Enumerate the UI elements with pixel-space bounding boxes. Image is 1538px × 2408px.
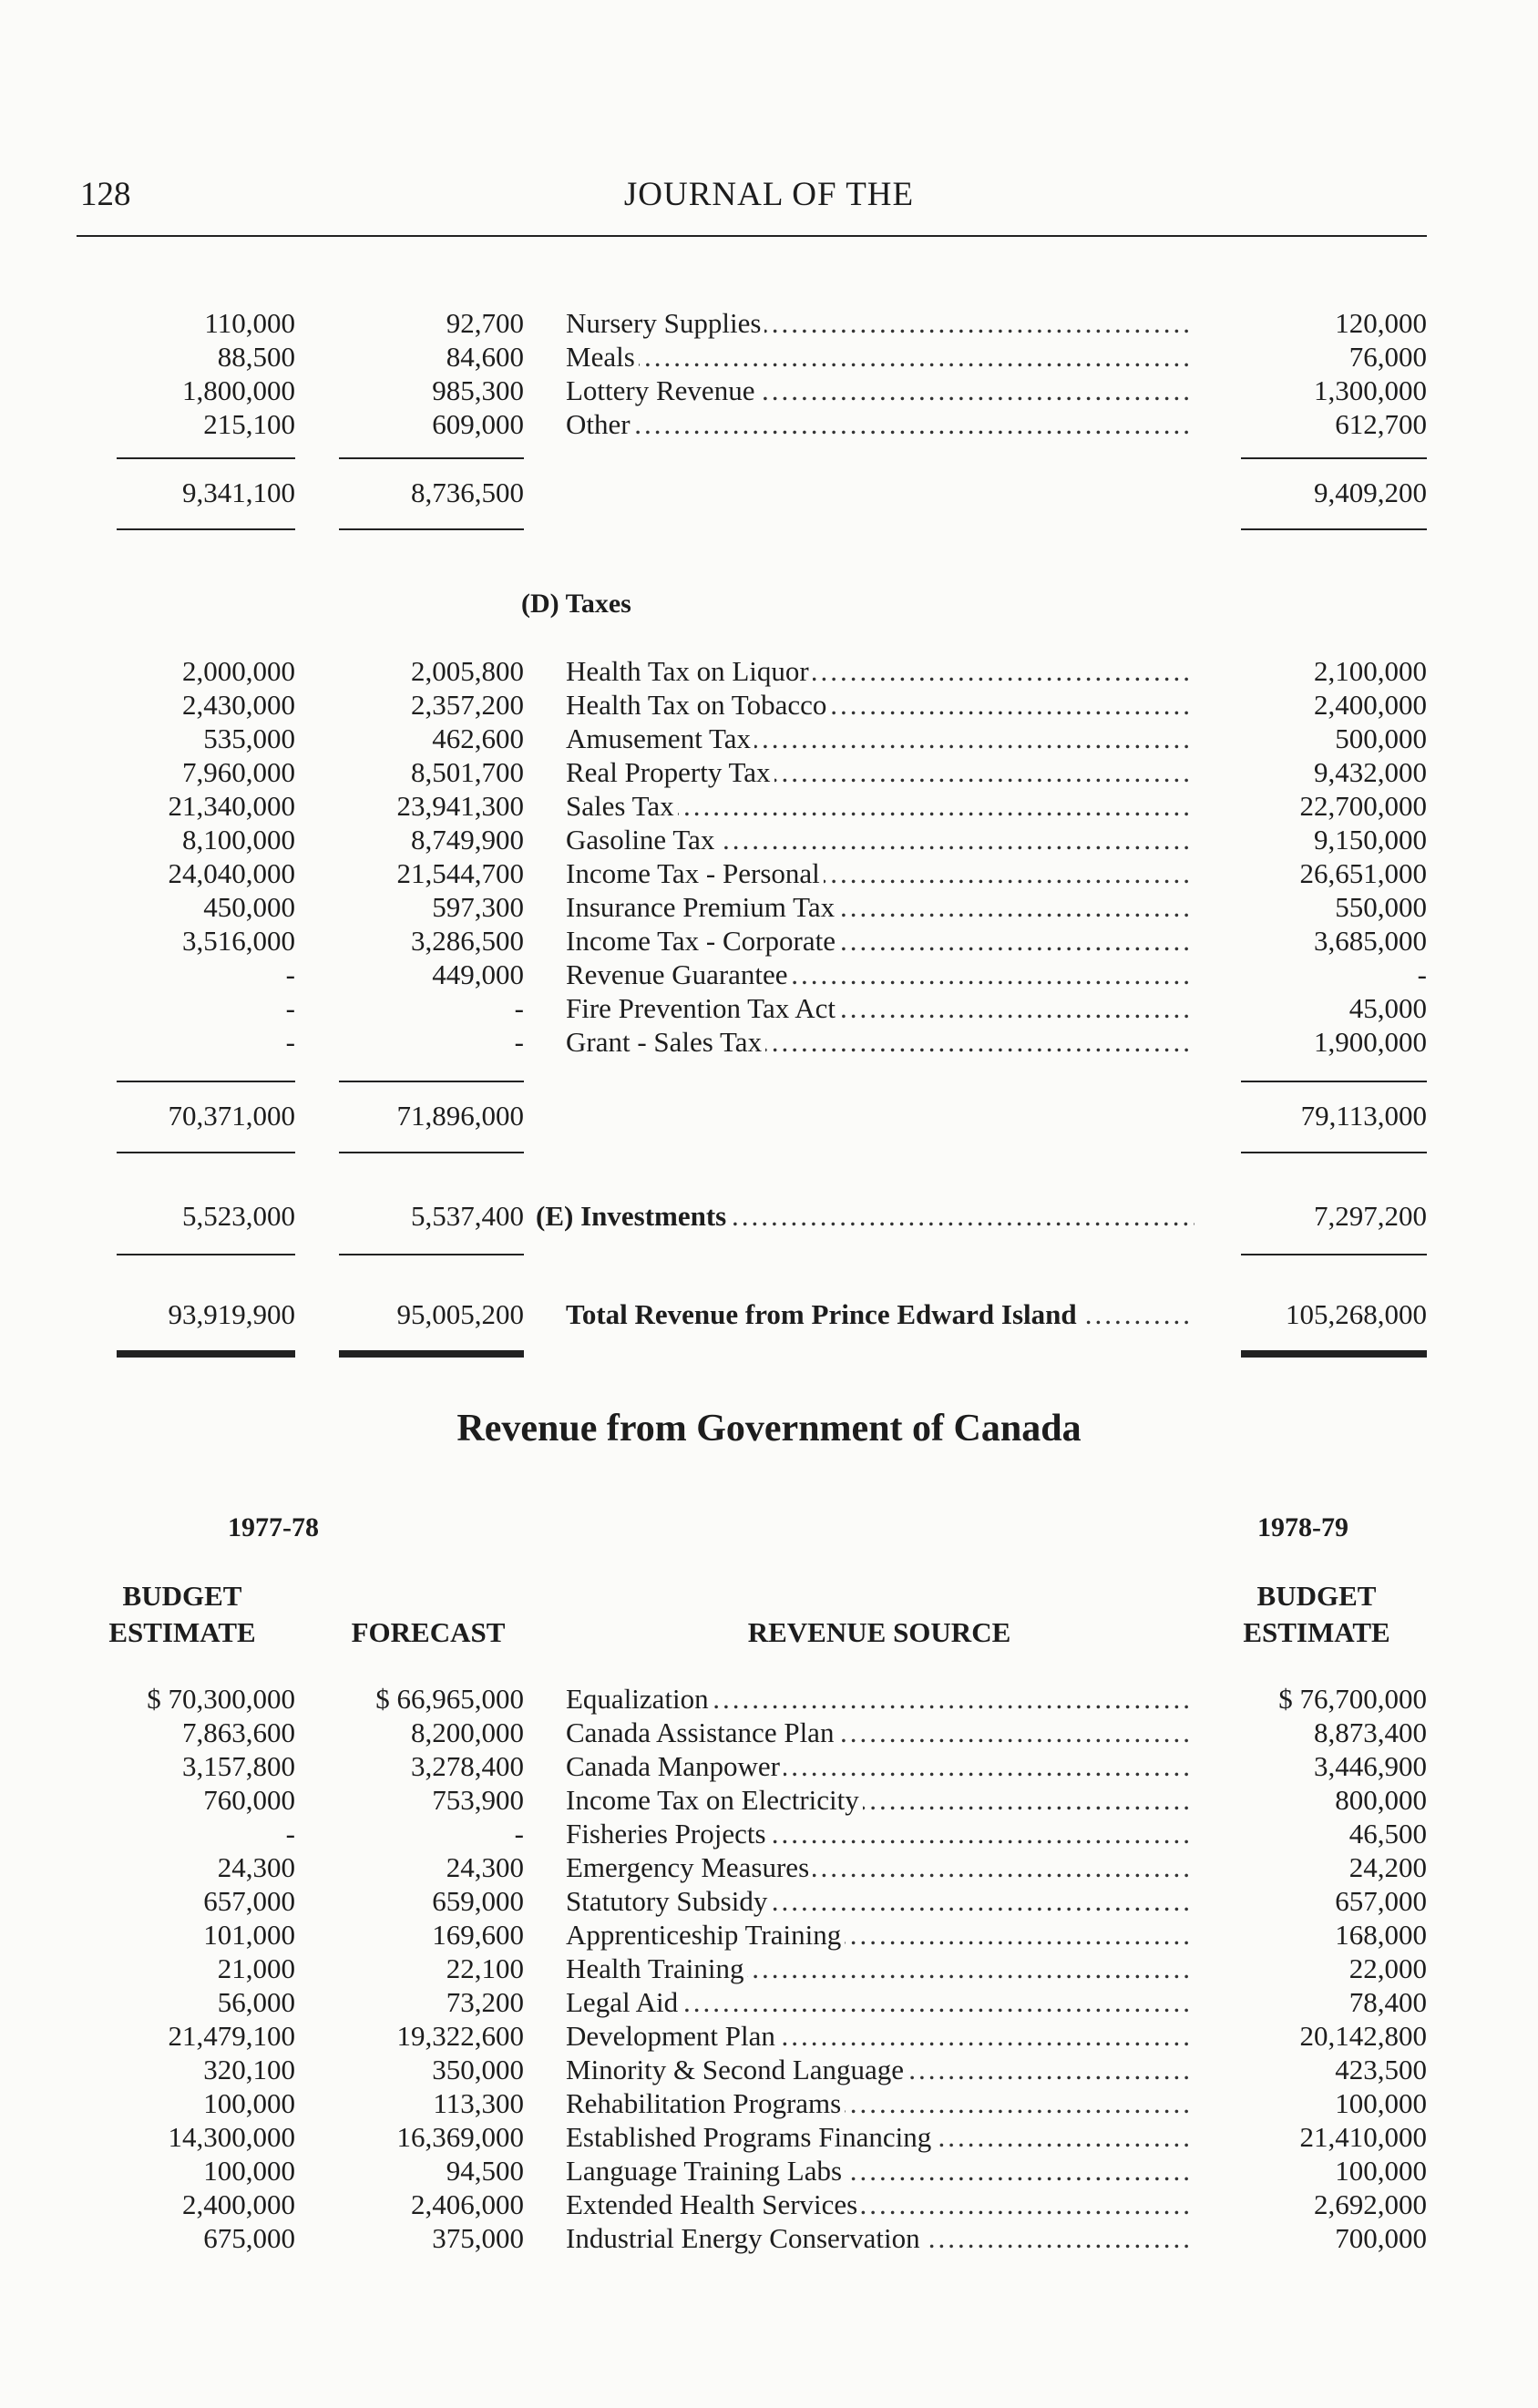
double-rule [339, 1350, 524, 1358]
source-cell [566, 1918, 1195, 1952]
budget-total: 70,371,000 [168, 1100, 295, 1132]
estimate-cell: 24,200 [1348, 1851, 1427, 1883]
source-cell [536, 1199, 1195, 1233]
table-row [0, 823, 1538, 856]
subtotal-rule [117, 1081, 295, 1082]
forecast-cell: 94,500 [446, 2155, 524, 2187]
forecast-cell: 73,200 [446, 1986, 524, 2018]
forecast-cell: 462,600 [432, 722, 524, 754]
table-row [0, 991, 1538, 1025]
estimate-cell: 1,300,000 [1314, 374, 1427, 406]
source-label: Sales Tax [566, 790, 678, 822]
section-title: Revenue from Government of Canada [456, 1408, 1082, 1450]
source-cell [566, 1783, 1195, 1817]
estimate-cell: 423,500 [1335, 2054, 1427, 2085]
source-label: Statutory Subsidy [566, 1885, 771, 1917]
source-cell [566, 924, 1195, 958]
source-label: Development Plan [566, 2020, 779, 2052]
source-cell [566, 1985, 1195, 2019]
subtotal-rule [117, 1254, 295, 1255]
table-row [0, 1716, 1538, 1749]
source-label: Canada Assistance Plan [566, 1716, 837, 1748]
forecast-cell: 659,000 [432, 1885, 524, 1917]
subtotal-rule [1241, 528, 1427, 530]
source-cell [566, 2086, 1195, 2120]
source-cell [566, 890, 1195, 924]
subtotal-rule [1241, 1152, 1427, 1153]
budget-cell: 675,000 [203, 2222, 295, 2254]
double-rule [117, 1350, 295, 1358]
source-label: Apprenticeship Training [566, 1919, 845, 1951]
estimate-cell: 21,410,000 [1299, 2121, 1427, 2153]
source-cell [566, 789, 1195, 823]
estimate-cell: 168,000 [1335, 1919, 1427, 1951]
page-number: 128 [80, 176, 131, 213]
section-heading: (D) Taxes [521, 589, 631, 619]
table-row [0, 374, 1538, 407]
table-row [0, 924, 1538, 958]
source-label: Income Tax on Electricity [566, 1784, 863, 1816]
forecast-cell: 375,000 [432, 2222, 524, 2254]
source-label: Fisheries Projects [566, 1818, 770, 1850]
forecast-total: 8,736,500 [411, 476, 524, 508]
budget-cell: 3,157,800 [182, 1750, 295, 1782]
estimate-cell: 2,692,000 [1314, 2188, 1427, 2220]
table-row [0, 1783, 1538, 1817]
budget-cell: 535,000 [203, 722, 295, 754]
forecast-cell: 609,000 [432, 408, 524, 440]
source-label: Total Revenue from Prince Edward Island [566, 1298, 1081, 1330]
estimate-cell: 26,651,000 [1299, 857, 1427, 889]
source-cell [566, 1884, 1195, 1918]
budget-cell: 7,863,600 [182, 1716, 295, 1748]
source-label: Meals [566, 341, 639, 373]
forecast-cell: - [514, 992, 524, 1024]
year-left: 1977-78 [228, 1512, 319, 1542]
source-cell [566, 1297, 1195, 1331]
forecast-cell: 2,357,200 [411, 689, 524, 721]
source-label: Established Programs Financing [566, 2121, 935, 2153]
forecast-cell: 113,300 [433, 2087, 524, 2119]
forecast-cell: - [514, 1818, 524, 1850]
source-label: Income Tax - Personal [566, 857, 824, 889]
forecast-cell: 92,700 [446, 307, 524, 339]
forecast-cell: 3,286,500 [411, 925, 524, 957]
budget-cell: 101,000 [203, 1919, 295, 1951]
table-row [0, 1985, 1538, 2019]
header-rule [77, 235, 1427, 237]
source-cell [566, 407, 1195, 441]
budget-cell: 450,000 [203, 891, 295, 923]
column-header-budget: BUDGET ESTIMATE [108, 1580, 256, 1648]
forecast-cell: 19,322,600 [396, 2020, 524, 2052]
source-label: Fire Prevention Tax Act [566, 992, 839, 1024]
source-label: Health Tax on Tobacco [566, 689, 830, 721]
estimate-cell: 8,873,400 [1314, 1716, 1427, 1748]
estimate-total: 9,409,200 [1314, 476, 1427, 508]
source-cell [566, 1850, 1195, 1884]
table-row [0, 2019, 1538, 2053]
journal-title: JOURNAL OF THE [623, 176, 915, 213]
table-row [0, 2086, 1538, 2120]
subtotal-rule [1241, 1081, 1427, 1082]
table-row [0, 722, 1538, 755]
source-label: Minority & Second Language [566, 2054, 907, 2085]
budget-total: 93,919,900 [168, 1298, 295, 1330]
source-label: Industrial Energy Conservation [566, 2222, 924, 2254]
estimate-cell: 9,150,000 [1314, 824, 1427, 856]
budget-cell: 760,000 [203, 1784, 295, 1816]
estimate-cell: 612,700 [1335, 408, 1427, 440]
source-label: Grant - Sales Tax [566, 1026, 765, 1058]
subtotal-rule [1241, 1254, 1427, 1255]
double-rule [1241, 1350, 1427, 1358]
source-cell [566, 755, 1195, 789]
source-label: Extended Health Services [566, 2188, 861, 2220]
forecast-cell: 5,537,400 [411, 1200, 524, 1232]
source-label: (E) Investments [536, 1200, 730, 1232]
budget-cell: 2,430,000 [182, 689, 295, 721]
forecast-cell: 24,300 [446, 1851, 524, 1883]
source-label: Canada Manpower [566, 1750, 784, 1782]
estimate-cell: 500,000 [1335, 722, 1427, 754]
forecast-cell: 169,600 [432, 1919, 524, 1951]
forecast-cell: 2,005,800 [411, 655, 524, 687]
forecast-cell: 8,749,900 [411, 824, 524, 856]
source-cell [566, 958, 1195, 991]
source-label: Health Training [566, 1952, 747, 1984]
estimate-cell: 2,400,000 [1314, 689, 1427, 721]
budget-cell: 21,000 [217, 1952, 295, 1984]
forecast-cell: 8,501,700 [411, 756, 524, 788]
table-row [0, 1952, 1538, 1985]
budget-cell: 21,340,000 [168, 790, 295, 822]
estimate-cell: 7,297,200 [1314, 1200, 1427, 1232]
source-cell [566, 2221, 1195, 2255]
table-row [0, 755, 1538, 789]
estimate-cell: 700,000 [1335, 2222, 1427, 2254]
estimate-cell: 800,000 [1335, 1784, 1427, 1816]
budget-cell: 657,000 [203, 1885, 295, 1917]
source-label: Lottery Revenue [566, 374, 758, 406]
source-label: Nursery Supplies [566, 307, 764, 339]
source-cell [566, 1682, 1195, 1716]
estimate-cell: 76,000 [1348, 341, 1427, 373]
forecast-cell: 597,300 [432, 891, 524, 923]
table-row [0, 1025, 1538, 1059]
budget-cell: - [285, 992, 295, 1024]
source-cell [566, 2019, 1195, 2053]
budget-cell: 14,300,000 [168, 2121, 295, 2153]
table-row [0, 654, 1538, 688]
budget-cell: 8,100,000 [182, 824, 295, 856]
estimate-cell: 100,000 [1335, 2155, 1427, 2187]
forecast-cell: 3,278,400 [411, 1750, 524, 1782]
source-cell [566, 688, 1195, 722]
table-row [0, 1817, 1538, 1850]
table-row [0, 1918, 1538, 1952]
estimate-cell: 100,000 [1335, 2087, 1427, 2119]
column-header-estimate: BUDGET ESTIMATE [1243, 1580, 1390, 1648]
estimate-cell: 78,400 [1348, 1986, 1427, 2018]
source-label: Amusement Tax [566, 722, 754, 754]
column-header-source: REVENUE SOURCE [747, 1616, 1011, 1648]
forecast-cell: 16,369,000 [396, 2121, 524, 2153]
source-cell [566, 991, 1195, 1025]
source-label: Insurance Premium Tax [566, 891, 838, 923]
table-row [0, 890, 1538, 924]
table-row [0, 1884, 1538, 1918]
grand-total-row [0, 1297, 1538, 1331]
source-cell [566, 340, 1195, 374]
source-cell [566, 654, 1195, 688]
source-cell [566, 306, 1195, 340]
forecast-total: 71,896,000 [396, 1100, 524, 1132]
forecast-cell: 350,000 [432, 2054, 524, 2085]
budget-cell: 24,300 [217, 1851, 295, 1883]
table-row [0, 340, 1538, 374]
table-row [0, 688, 1538, 722]
source-label: Revenue Guarantee [566, 958, 792, 990]
budget-cell: 100,000 [203, 2155, 295, 2187]
budget-cell: - [285, 1026, 295, 1058]
table-row [0, 2188, 1538, 2221]
estimate-cell: 3,685,000 [1314, 925, 1427, 957]
year-right: 1978-79 [1257, 1512, 1348, 1542]
budget-cell: 21,479,100 [168, 2020, 295, 2052]
source-label: Real Property Tax [566, 756, 774, 788]
table-row [0, 306, 1538, 340]
source-cell [566, 1952, 1195, 1985]
forecast-cell: 22,100 [446, 1952, 524, 1984]
source-cell [566, 374, 1195, 407]
table-row [0, 2120, 1538, 2154]
estimate-cell: 46,500 [1348, 1818, 1427, 1850]
table-row [0, 2154, 1538, 2188]
source-cell [566, 856, 1195, 890]
table-row [0, 1682, 1538, 1716]
estimate-cell: 120,000 [1335, 307, 1427, 339]
budget-cell: 88,500 [217, 341, 295, 373]
source-label: Income Tax - Corporate [566, 925, 839, 957]
forecast-cell: 753,900 [432, 1784, 524, 1816]
estimate-cell: 2,100,000 [1314, 655, 1427, 687]
subtotal-row [0, 476, 1538, 509]
budget-total: 9,341,100 [182, 476, 295, 508]
source-label: Other [566, 408, 634, 440]
estimate-total: 79,113,000 [1300, 1100, 1427, 1132]
subtotal-rule [117, 1152, 295, 1153]
forecast-total: 95,005,200 [396, 1298, 524, 1330]
budget-cell: $ 70,300,000 [147, 1683, 295, 1715]
forecast-cell: 2,406,000 [411, 2188, 524, 2220]
estimate-cell: - [1417, 958, 1427, 990]
budget-cell: 100,000 [203, 2087, 295, 2119]
subtotal-rule [117, 457, 295, 459]
budget-cell: 110,000 [204, 307, 295, 339]
table-row [0, 2221, 1538, 2255]
source-cell [566, 1716, 1195, 1749]
source-label: Health Tax on Liquor [566, 655, 813, 687]
subtotal-rule [339, 1254, 524, 1255]
budget-cell: 320,100 [203, 2054, 295, 2085]
forecast-cell: $ 66,965,000 [375, 1683, 524, 1715]
subtotal-rule [339, 528, 524, 530]
budget-cell: 2,000,000 [182, 655, 295, 687]
estimate-cell: 550,000 [1335, 891, 1427, 923]
table-row [0, 1850, 1538, 1884]
table-row [0, 407, 1538, 441]
estimate-cell: $ 76,700,000 [1278, 1683, 1427, 1715]
forecast-cell: - [514, 1026, 524, 1058]
subtotal-rule [339, 1152, 524, 1153]
source-label: Language Training Labs [566, 2155, 846, 2187]
forecast-cell: 84,600 [446, 341, 524, 373]
source-cell [566, 2120, 1195, 2154]
source-label: Emergency Measures [566, 1851, 813, 1883]
budget-cell: 24,040,000 [168, 857, 295, 889]
table-row [0, 856, 1538, 890]
budget-cell: - [285, 958, 295, 990]
forecast-cell: 8,200,000 [411, 1716, 524, 1748]
budget-cell: - [285, 1818, 295, 1850]
source-cell [566, 2053, 1195, 2086]
estimate-cell: 22,700,000 [1299, 790, 1427, 822]
estimate-total: 105,268,000 [1286, 1298, 1427, 1330]
source-label: Equalization [566, 1683, 713, 1715]
source-cell [566, 2154, 1195, 2188]
budget-cell: 215,100 [203, 408, 295, 440]
source-label: Gasoline Tax [566, 824, 718, 856]
source-cell [566, 2188, 1195, 2221]
forecast-cell: 985,300 [432, 374, 524, 406]
subtotal-rule [117, 528, 295, 530]
forecast-cell: 21,544,700 [396, 857, 524, 889]
source-cell [566, 1817, 1195, 1850]
estimate-cell: 20,142,800 [1299, 2020, 1427, 2052]
source-cell [566, 1749, 1195, 1783]
budget-cell: 1,800,000 [182, 374, 295, 406]
estimate-cell: 45,000 [1348, 992, 1427, 1024]
forecast-cell: 23,941,300 [396, 790, 524, 822]
subtotal-rule [1241, 457, 1427, 459]
budget-cell: 2,400,000 [182, 2188, 295, 2220]
budget-cell: 3,516,000 [182, 925, 295, 957]
forecast-cell: 449,000 [432, 958, 524, 990]
budget-cell: 56,000 [217, 1986, 295, 2018]
source-label: Rehabilitation Programs [566, 2087, 845, 2119]
estimate-cell: 9,432,000 [1314, 756, 1427, 788]
table-row [0, 789, 1538, 823]
table-row [0, 2053, 1538, 2086]
source-cell [566, 722, 1195, 755]
source-cell [566, 1025, 1195, 1059]
estimate-cell: 657,000 [1335, 1885, 1427, 1917]
subtotal-rule [339, 1081, 524, 1082]
source-label: Legal Aid [566, 1986, 682, 2018]
estimate-cell: 3,446,900 [1314, 1750, 1427, 1782]
table-row [0, 958, 1538, 991]
estimate-cell: 22,000 [1348, 1952, 1427, 1984]
column-header-forecast: FORECAST [351, 1616, 506, 1648]
subtotal-rule [339, 457, 524, 459]
subtotal-row [0, 1099, 1538, 1132]
estimate-cell: 1,900,000 [1314, 1026, 1427, 1058]
table-row [0, 1749, 1538, 1783]
source-cell [566, 823, 1195, 856]
investments-row [0, 1199, 1538, 1233]
budget-cell: 5,523,000 [182, 1200, 295, 1232]
budget-cell: 7,960,000 [182, 756, 295, 788]
